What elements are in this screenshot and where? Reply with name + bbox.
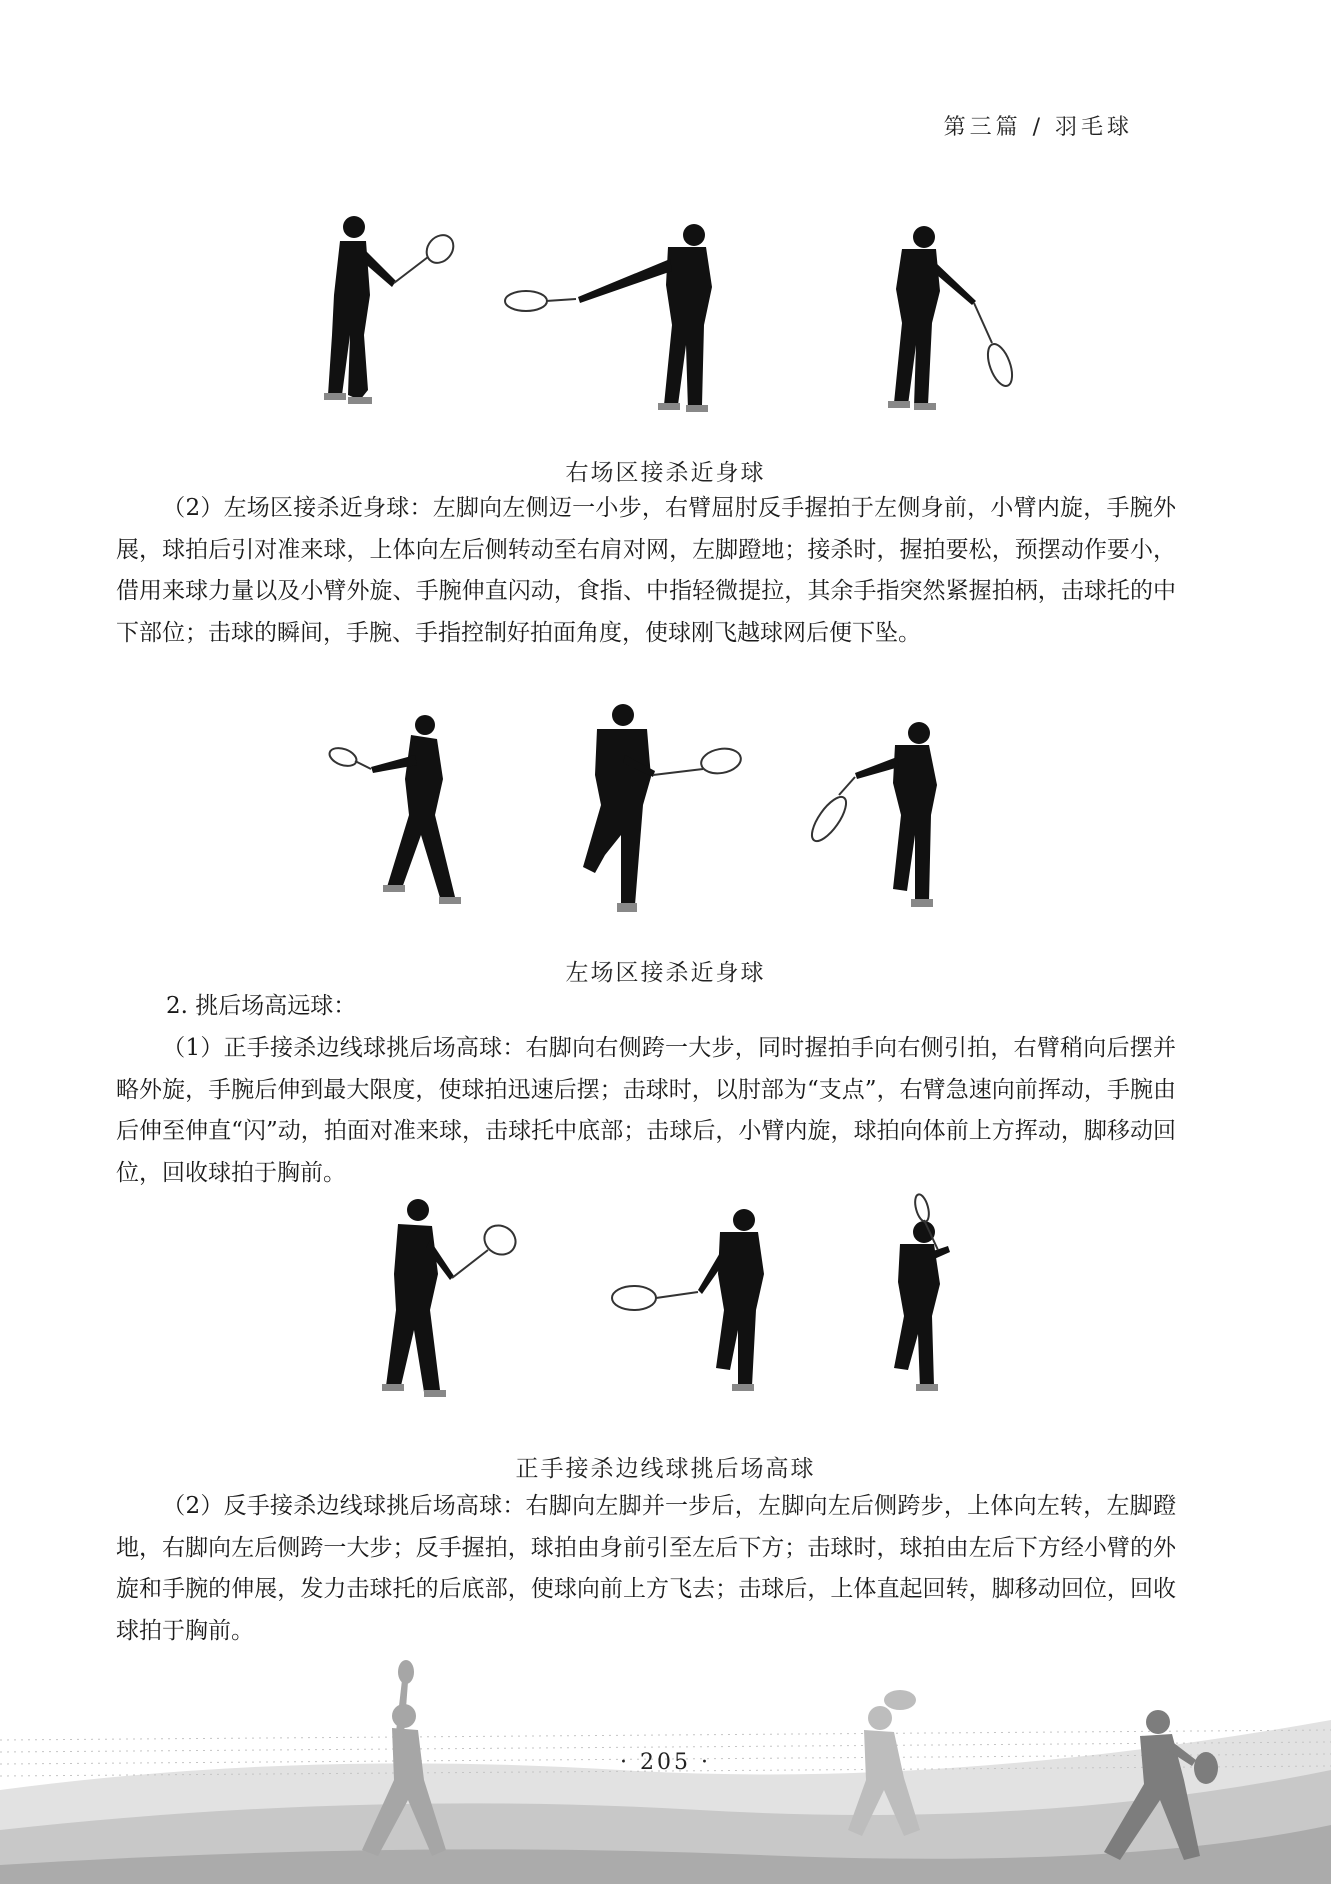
player-figure-icon xyxy=(894,1221,950,1391)
paragraph-text: （1）正手接杀边线球挑后场高球：右脚向右侧跨一大步，同时握拍手向右侧引拍，右臂稍向后摆并略外旋，手腕后伸到最大限度，使球拍迅速后摆；击球时，以肘部为“支点”，右臂急速向前挥动，手腕由后伸至伸直“闪”动，拍面对准来球，击球托中底部；击球后，小臂内旋，球拍向体前上方挥动，脚移动回位，回收球拍于胸前。 xyxy=(116,1035,1176,1186)
page-number: · 205 · xyxy=(620,1750,711,1775)
racket-icon xyxy=(653,746,743,777)
paragraph-backhand-receive xyxy=(116,1486,1176,1652)
racket-icon xyxy=(612,1286,698,1310)
racket-icon xyxy=(505,291,576,311)
player-figure-icon xyxy=(578,224,712,412)
figure-caption-2: 左场区接杀近身球 xyxy=(565,960,766,986)
player-figure-icon xyxy=(324,216,396,404)
section-heading-high-clear: 2. 挑后场高远球： xyxy=(166,993,357,1019)
paragraph-text: （2）反手接杀边线球挑后场高球：右脚向左脚并一步后，左脚向左后侧跨步，上体向左转，左脚蹬地，右脚向左后侧跨一大步；反手握拍，球拍由身前引至左后下方；击球时，球拍由左后下方经小臂的外旋和手腕的伸展，发力击球托的后底部，使球向前上方飞去；击球后，上体直起回转，脚移动回位，回收球拍于胸前。 xyxy=(116,1493,1176,1644)
running-header: 第三篇 / 羽毛球 xyxy=(943,115,1133,140)
player-figure-icon xyxy=(371,715,461,904)
racket-icon xyxy=(974,303,1017,389)
racket-icon xyxy=(806,777,855,846)
paragraph-left-court-receive xyxy=(116,488,1176,654)
figure-caption-3: 正手接杀边线球挑后场高球 xyxy=(515,1456,816,1482)
player-figure-icon xyxy=(382,1199,454,1397)
racket-icon xyxy=(327,745,371,770)
racket-icon xyxy=(394,230,459,283)
paragraph-forehand-receive xyxy=(116,1028,1176,1194)
player-figure-icon xyxy=(698,1209,764,1391)
figure-caption-1: 右场区接杀近身球 xyxy=(565,460,766,486)
racket-icon xyxy=(452,1220,521,1278)
figure-photo-1 xyxy=(268,205,1024,437)
player-figure-icon xyxy=(855,722,937,907)
paragraph-text: （2）左场区接杀近身球：左脚向左侧迈一小步，右臂屈肘反手握拍于左侧身前，小臂内旋，手腕外展，球拍后引对准来球，上体向左后侧转动至右肩对网，左脚蹬地；接杀时，握拍要松，预摆动作要小，借用来球力量以及小臂外旋、手腕伸直闪动，食指、中指轻微提拉，其余手指突然紧握拍柄，击球托的中下部位；击球的瞬间，手腕、手指控制好拍面角度，使球刚飞越球网后便下坠。 xyxy=(116,495,1176,646)
figure-photo-3 xyxy=(338,1190,960,1430)
player-figure-icon xyxy=(888,226,976,410)
player-figure-icon xyxy=(583,704,655,912)
figure-photo-2 xyxy=(325,695,965,935)
